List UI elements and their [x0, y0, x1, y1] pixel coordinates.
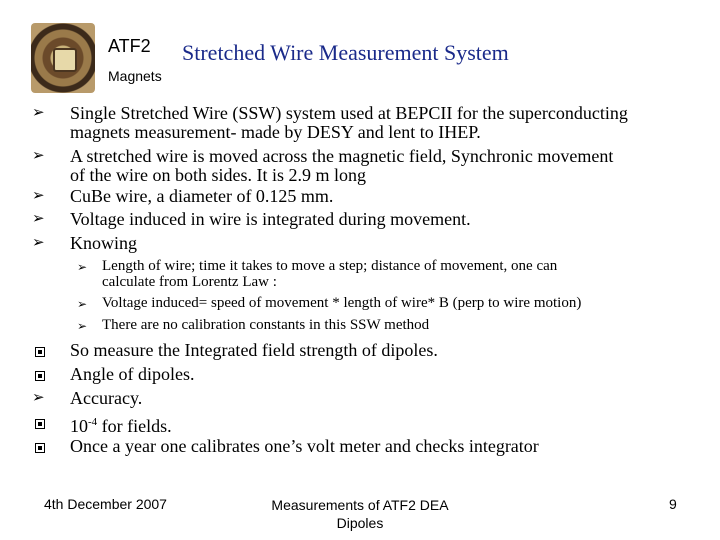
page-number: 9: [669, 496, 677, 512]
footer-date: 4th December 2007: [44, 496, 167, 512]
header-atf2: ATF2: [108, 36, 151, 56]
bullet-line: Accuracy.: [70, 388, 143, 408]
bullet-line: Single Stretched Wire (SSW) system used at BEPCII for the superconducting: [70, 103, 628, 123]
bullet-line: Angle of dipoles.: [70, 364, 195, 384]
arrow-bullet-icon: ➢: [32, 211, 45, 227]
exponent-base: 10: [70, 416, 88, 436]
arrow-bullet-icon: ➢: [77, 297, 88, 311]
bullet-line: So measure the Integrated field strength of dipoles.: [70, 340, 438, 360]
footer-title-line2: Dipoles: [336, 515, 384, 531]
sub-bullet-line: There are no calibration constants in this SSW method: [102, 317, 430, 333]
sub-bullet-line: calculate from Lorentz Law :: [102, 274, 277, 290]
bullet-line: Voltage induced in wire is integrated during movement.: [70, 209, 471, 229]
square-bullet-icon: [35, 347, 45, 357]
sub-bullet-line: Voltage induced= speed of movement * length of wire* B (perp to wire motion): [102, 295, 582, 311]
arrow-bullet-icon: ➢: [77, 319, 88, 333]
square-bullet-icon: [35, 443, 45, 453]
arrow-bullet-icon: ➢: [32, 188, 45, 204]
bullet-line: Once a year one calibrates one’s volt meter and checks integrator: [70, 436, 539, 456]
footer-title-line1: Measurements of ATF2 DEA: [271, 497, 449, 513]
header-magnets: Magnets: [108, 68, 162, 84]
slide-title: Stretched Wire Measurement System: [182, 40, 509, 65]
arrow-bullet-icon: ➢: [32, 105, 45, 121]
arrow-bullet-icon: ➢: [77, 260, 88, 274]
square-bullet-icon: [35, 419, 45, 429]
arrow-bullet-icon: ➢: [32, 390, 45, 406]
exponent: -4: [88, 416, 98, 428]
arrow-bullet-icon: ➢: [32, 148, 45, 164]
bullet-line: [70, 413, 172, 436]
magnet-core-icon: [53, 48, 77, 72]
arrow-bullet-icon: ➢: [32, 235, 45, 251]
bullet-line: CuBe wire, a diameter of 0.125 mm.: [70, 186, 334, 206]
bullet-line: of the wire on both sides. It is 2.9 m long: [70, 165, 366, 185]
square-bullet-icon: [35, 371, 45, 381]
atf2-magnet-logo: [31, 23, 95, 93]
bullet-line: Knowing: [70, 233, 137, 253]
exponent-suffix: for fields.: [97, 416, 172, 436]
sub-bullet-line: Length of wire; time it takes to move a step; distance of movement, one can: [102, 258, 558, 274]
bullet-line: A stretched wire is moved across the magnetic field, Synchronic movement: [70, 146, 614, 166]
footer-title: [262, 496, 458, 532]
bullet-line: magnets measurement- made by DESY and lent to IHEP.: [70, 122, 481, 142]
